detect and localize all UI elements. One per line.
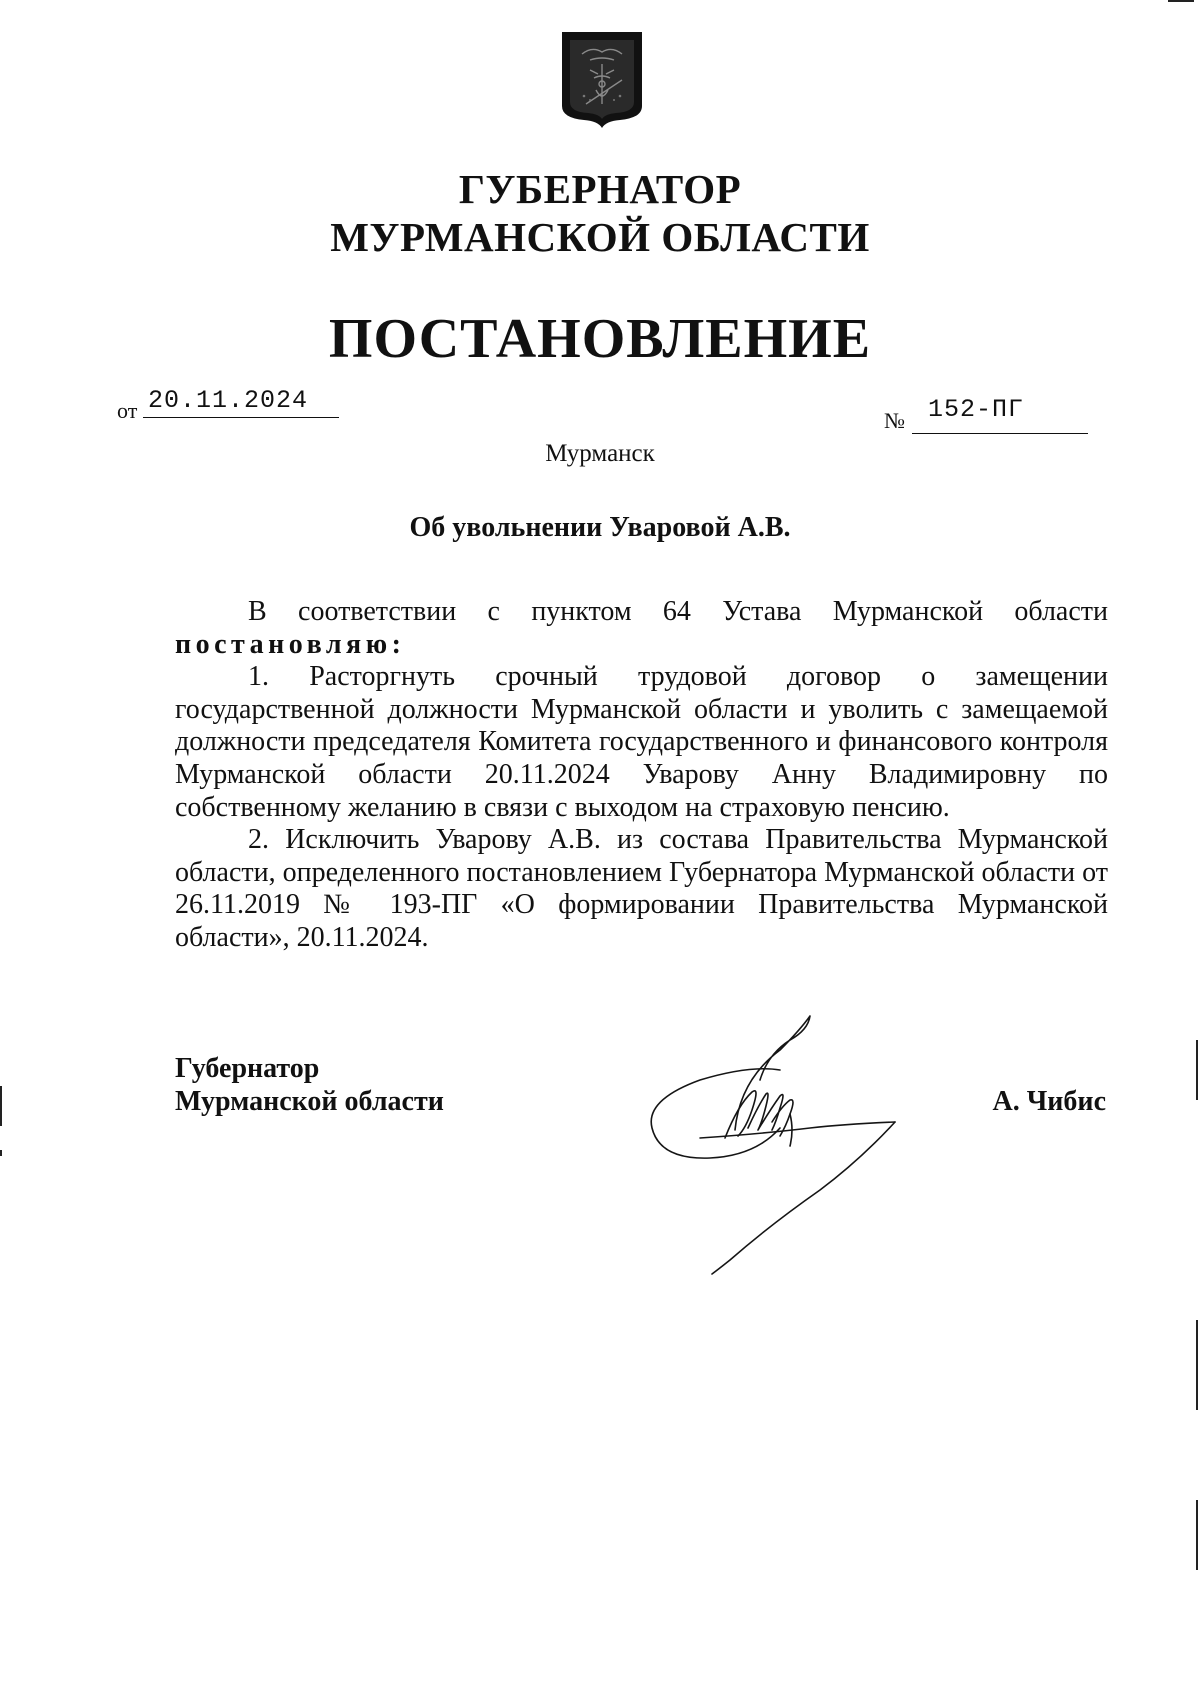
scan-edge-mark: [1196, 1320, 1198, 1410]
date-prefix: от: [117, 398, 138, 423]
signatory-name: А. Чибис: [992, 1086, 1106, 1117]
body-item-1: 1. Расторгнуть срочный трудовой договор о замещении государственной должности Мурманской области и уволить с замещаемой должности председателя Комитета государственного и финансового контроля Мурманской области 20.11.2024 Уварову Анну Владимировну по собственному желанию в связи с выходом на страховую пенсию.: [175, 661, 1108, 823]
city-label: Мурманск: [545, 440, 655, 467]
document-body: [175, 596, 1108, 955]
scan-edge-mark: [1168, 0, 1194, 2]
document-type-heading: ПОСТАНОВЛЕНИЕ: [328, 308, 872, 370]
decree-verb: постановляю:: [175, 628, 406, 660]
signatory-position-line1: Губернатор: [175, 1053, 320, 1084]
issuer-title-line1: ГУБЕРНАТОР: [458, 166, 742, 212]
scan-edge-mark: [1196, 1040, 1198, 1100]
document-date: 20.11.2024: [148, 386, 309, 415]
scan-edge-mark: [0, 1150, 2, 1156]
signatory-position-line2: Мурманской области: [175, 1086, 444, 1117]
body-item-2: 2. Исключить Уварову А.В. из состава Правительства Мурманской области, определенного постановлением Губернатора Мурманской области от 26.11.2019 № 193-ПГ «О формировании Правительства Мурманской области», 20.11.2024.: [175, 824, 1108, 953]
handwritten-signature: [640, 1010, 920, 1280]
preamble-paragraph: [175, 596, 1108, 661]
issuer-title-line2: МУРМАНСКОЙ ОБЛАСТИ: [330, 214, 870, 260]
number-prefix: №: [884, 408, 905, 433]
scan-edge-mark: [0, 1086, 2, 1126]
document-number: 152-ПГ: [928, 395, 1025, 424]
coat-of-arms-icon: [560, 30, 644, 130]
date-underline: [143, 417, 339, 418]
scan-edge-mark: [1196, 1500, 1198, 1570]
preamble-text: В соответствии с пунктом 64 Устава Мурманской области: [248, 596, 1108, 627]
number-underline: [912, 433, 1088, 434]
document-subject: Об увольнении Уваровой А.В.: [409, 512, 791, 543]
signatory-position: [175, 1052, 444, 1118]
